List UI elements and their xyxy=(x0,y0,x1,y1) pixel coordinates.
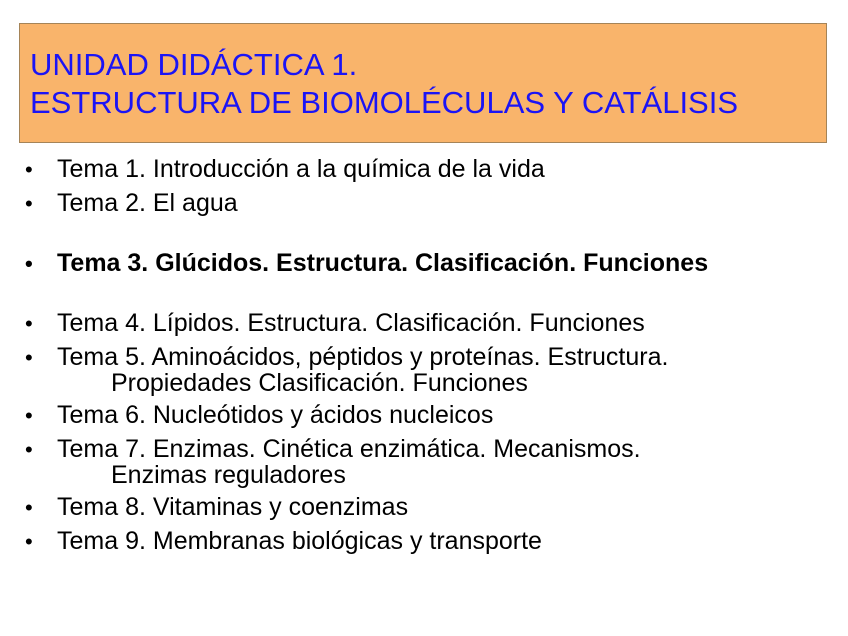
unit-subtitle: ESTRUCTURA DE BIOMOLÉCULAS Y CATÁLISIS xyxy=(30,85,739,120)
topic-label xyxy=(57,436,822,487)
bullet-icon: • xyxy=(25,437,33,462)
topic-label: Tema 2. El agua xyxy=(57,189,238,217)
bullet-icon: • xyxy=(25,345,33,370)
title-banner xyxy=(19,23,827,143)
topic-label-line1: Tema 5. Aminoácidos, péptidos y proteínas. Estructura. xyxy=(57,343,669,371)
topic-item-3 xyxy=(22,250,822,277)
topic-item-1 xyxy=(22,156,822,183)
bullet-icon: • xyxy=(25,529,33,554)
topic-label: Tema 3. Glúcidos. Estructura. Clasificación. Funciones xyxy=(57,249,709,277)
topic-label: Tema 8. Vitaminas y coenzimas xyxy=(57,493,409,521)
topic-item-7 xyxy=(22,436,822,487)
topic-item-6 xyxy=(22,402,822,429)
bullet-icon: • xyxy=(25,157,33,182)
topic-item-8 xyxy=(22,494,822,521)
topic-label: Tema 4. Lípidos. Estructura. Clasificación. Funciones xyxy=(57,309,645,337)
topic-list xyxy=(22,156,822,562)
topic-item-4 xyxy=(22,310,822,337)
topic-label xyxy=(57,344,822,395)
topic-item-2 xyxy=(22,190,822,217)
unit-title: UNIDAD DIDÁCTICA 1. xyxy=(30,47,358,82)
bullet-icon: • xyxy=(25,403,33,428)
topic-label-line1: Tema 7. Enzimas. Cinética enzimática. Mecanismos. xyxy=(57,435,641,463)
topic-label: Tema 6. Nucleótidos y ácidos nucleicos xyxy=(57,401,494,429)
topic-label: Tema 9. Membranas biológicas y transporte xyxy=(57,527,542,555)
topic-label: Tema 1. Introducción a la química de la vida xyxy=(57,155,545,183)
topic-item-9 xyxy=(22,528,822,555)
bullet-icon: • xyxy=(25,495,33,520)
bullet-icon: • xyxy=(25,311,33,336)
topic-label-line2: Enzimas reguladores xyxy=(111,461,346,489)
bullet-icon: • xyxy=(25,191,33,216)
topic-label-line2: Propiedades Clasificación. Funciones xyxy=(111,369,528,397)
bullet-icon: • xyxy=(25,251,33,276)
topic-item-5 xyxy=(22,344,822,395)
